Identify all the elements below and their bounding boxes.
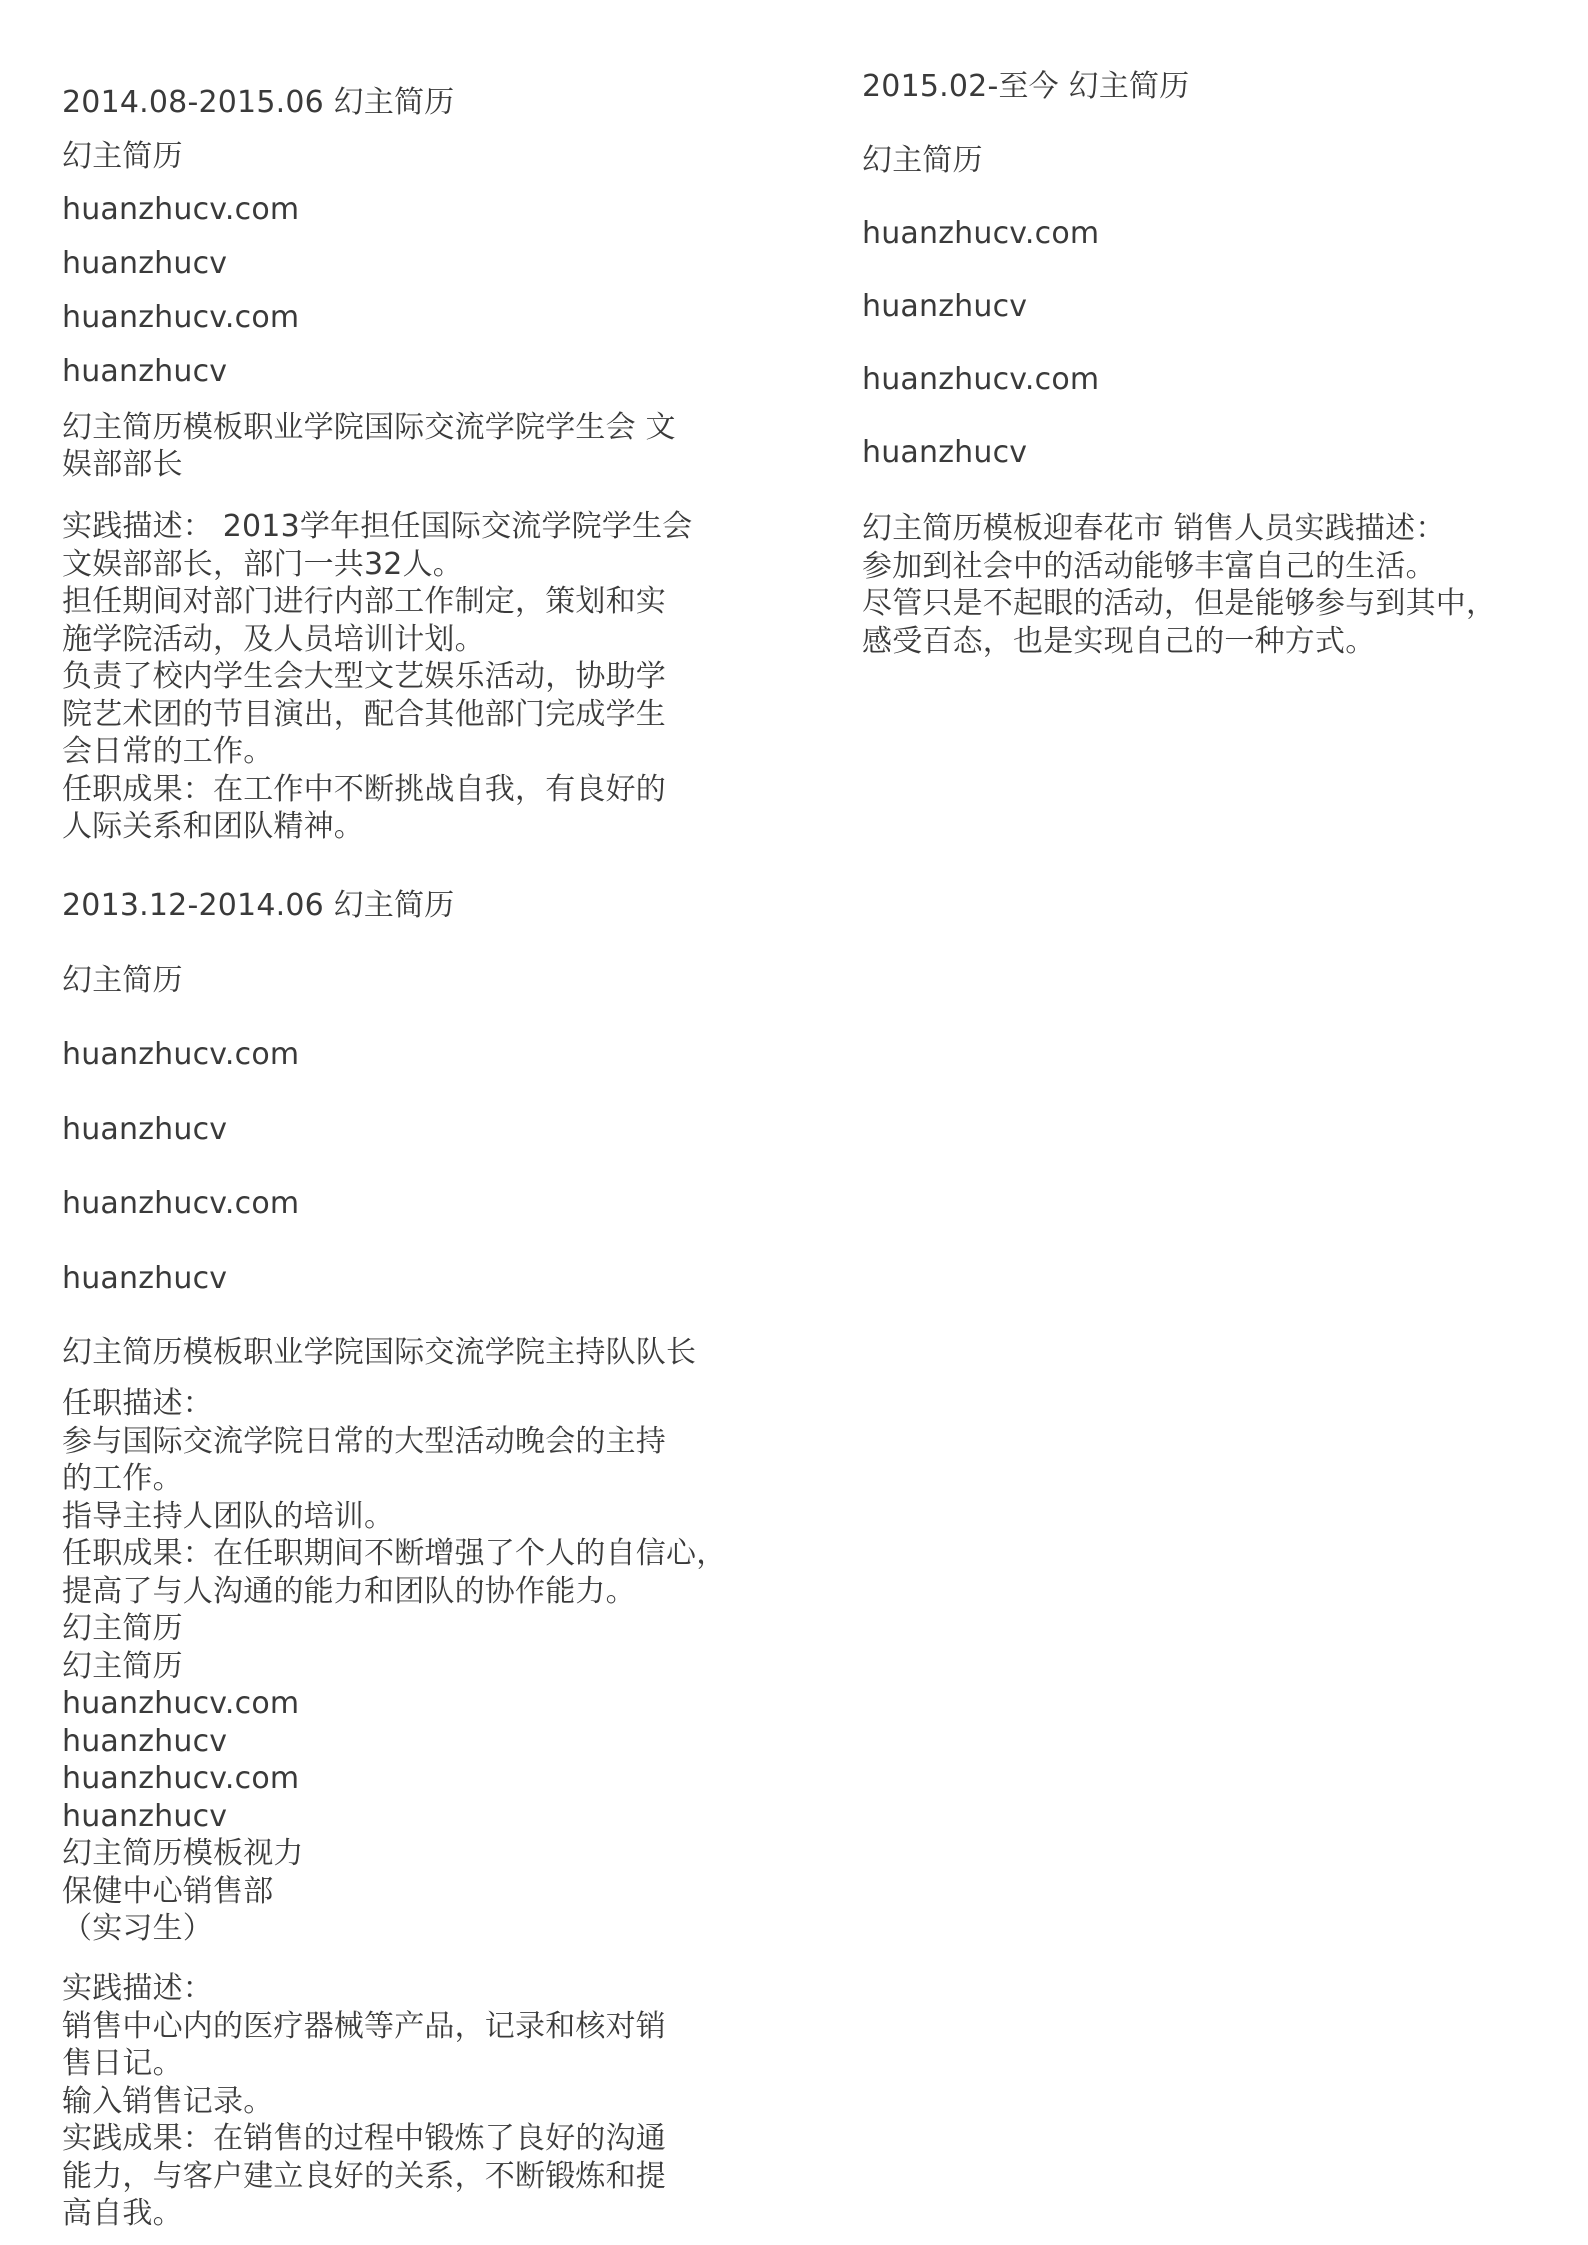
experience-3-line-1: 幻主简历 bbox=[862, 143, 983, 178]
experience-1-line-3: huanzhucv bbox=[62, 246, 228, 281]
experience-3-line-2: huanzhucv.com bbox=[862, 216, 1100, 251]
experience-3-line-5: huanzhucv bbox=[862, 435, 1028, 470]
experience-2-organization: 幻主简历模板职业学院国际交流学院主持队队长 bbox=[62, 1335, 697, 1370]
experience-1-line-2: huanzhucv.com bbox=[62, 192, 300, 227]
experience-1-description: 实践描述： 2013学年担任国际交流学院学生会 文娱部部长，部门一共32人。 担任期间对部门进行内部工作制定，策划和实 施学院活动，及人员培训计划。 负责了校内学生会大型文艺娱乐活动，协助学 院艺术团的节目演出，配合其他部门完成学生 会日常的工作。 任职成果：在工作中不断挑战自我，有良好的 人际关系和团队精神。 bbox=[62, 509, 693, 844]
experience-4-description: 幻主简历模板迎春花市 销售人员实践描述： 参加到社会中的活动能够丰富自己的生活。 尽管只是不起眼的活动，但是能够参与到其中， 感受百态，也是实现自己的一种方式。 bbox=[862, 511, 1497, 659]
experience-1-line-5: huanzhucv bbox=[62, 354, 228, 389]
experience-2-description: 任职描述： 参与国际交流学院日常的大型活动晚会的主持 的工作。 指导主持人团队的培训。 任职成果：在任职期间不断增强了个人的自信心， 提高了与人沟通的能力和团队的协作能力。 幻主简历 幻主简历 huanzhucv.com huanzhucv huanzhucv.com huanzhucv 幻主简历模板视力 保健中心销售部 （实习生） bbox=[62, 1386, 727, 1946]
experience-2-line-4: huanzhucv.com bbox=[62, 1186, 300, 1221]
experience-3-line-3: huanzhucv bbox=[862, 289, 1028, 324]
experience-3-description: 实践描述： 销售中心内的医疗器械等产品，记录和核对销 售日记。 输入销售记录。 实践成果：在销售的过程中锻炼了良好的沟通 能力，与客户建立良好的关系，不断锻炼和提 高自我。 bbox=[62, 1971, 666, 2231]
experience-3-line-4: huanzhucv.com bbox=[862, 362, 1100, 397]
experience-2-line-2: huanzhucv.com bbox=[62, 1037, 300, 1072]
experience-2-line-5: huanzhucv bbox=[62, 1261, 228, 1296]
experience-1-line-4: huanzhucv.com bbox=[62, 300, 300, 335]
experience-1-line-1: 幻主简历 bbox=[62, 139, 183, 174]
experience-2-line-1: 幻主简历 bbox=[62, 963, 183, 998]
experience-1-organization: 幻主简历模板职业学院国际交流学院学生会 文 娱部部长 bbox=[62, 410, 676, 482]
experience-period-3: 2015.02-至今 幻主简历 bbox=[862, 69, 1190, 104]
experience-2-line-3: huanzhucv bbox=[62, 1112, 228, 1147]
experience-period-1: 2014.08-2015.06 幻主简历 bbox=[62, 85, 455, 120]
experience-period-2: 2013.12-2014.06 幻主简历 bbox=[62, 888, 455, 923]
